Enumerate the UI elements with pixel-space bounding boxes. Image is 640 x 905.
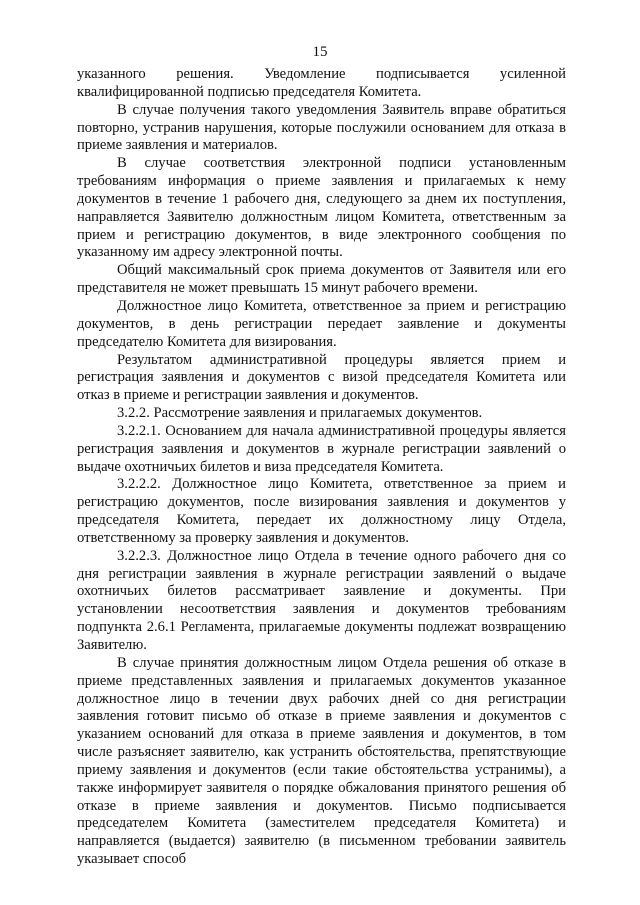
paragraph-3-2-2-3: 3.2.2.3. Должностное лицо Отдела в течение одного рабочего дня со дня регистрации заявления в журнале регистрации заявлений о выдаче охотничьих билетов рассматривает заявление и документы. При установлении несоответствия заявления и документов требованиям подпункта 2.6.1 Регламента, прилагаемые документы подлежат возвращению Заявителю. [77,547,566,653]
paragraph-official-transfer: Должностное лицо Комитета, ответственное за прием и регистрацию документов, в день регистрации передает заявление и документы председателю Комитета для визирования. [77,297,566,350]
paragraph-3-2-2-2: 3.2.2.2. Должностное лицо Комитета, ответственное за прием и регистрацию документов, после визирования заявления и документов у председателя Комитета, передает их должностному лицу Отдела, ответственному за проверку заявления и документов. [77,476,566,546]
paragraph-procedure-result: Результатом административной процедуры является прием и регистрация заявления и документов с визой председателя Комитета или отказ в приеме и регистрации заявления и документов. [77,351,566,404]
paragraph-electronic-signature: В случае соответствия электронной подписи установленным требованиям информация о приеме заявления и прилагаемых к нему документов в течение 1 рабочего дня, следующего за днем их поступления, направляется Заявителю должностным лицом Комитета, ответственным за прием и регистрацию документов, в виде электронного сообщения по указанному им адресу электронной почты. [77,155,566,261]
section-heading-3-2-2: 3.2.2. Рассмотрение заявления и прилагаемых документов. [117,405,483,422]
paragraph-continuation: указанного решения. Уведомление подписывается усиленной квалифицированной подписью председателя Комитета. [77,66,566,100]
page-number: 15 [312,44,328,60]
paragraph-repeat-application: В случае получения такого уведомления Заявитель вправе обратиться повторно, устранив нарушения, которые послужили основанием для отказа в приеме заявления и материалов. [77,101,566,154]
document-body [77,66,566,869]
paragraph-3-2-2-1: 3.2.2.1. Основанием для начала административной процедуры является регистрация заявления и документов в журнале регистрации заявлений о выдаче охотничьих билетов и виза председателя Комитета. [77,422,566,475]
paragraph-max-time: Общий максимальный срок приема документов от Заявителя или его представителя не может превышать 15 минут рабочего времени. [77,262,566,297]
paragraph-refusal-case: В случае принятия должностным лицом Отдела решения об отказе в приеме представленных заявления и прилагаемых документов указанное должностное лицо в течении двух рабочих дней со дня регистрации заявления готовит письмо об отказе в приеме заявления и документов с указанием оснований для отказа в приеме заявления и документов, в том числе разъясняет заявителю, как устранить обстоятельства, препятствующие приему заявления и документов (если такие обстоятельства устранимы), а также информирует заявителя о порядке обжалования принятого решения об отказе в приеме заявления и документов. Письмо подписывается председателем Комитета (заместителем председателя Комитета) и направляется (выдается) заявителю (в письменном требовании заявитель указывает способ [77,654,566,868]
